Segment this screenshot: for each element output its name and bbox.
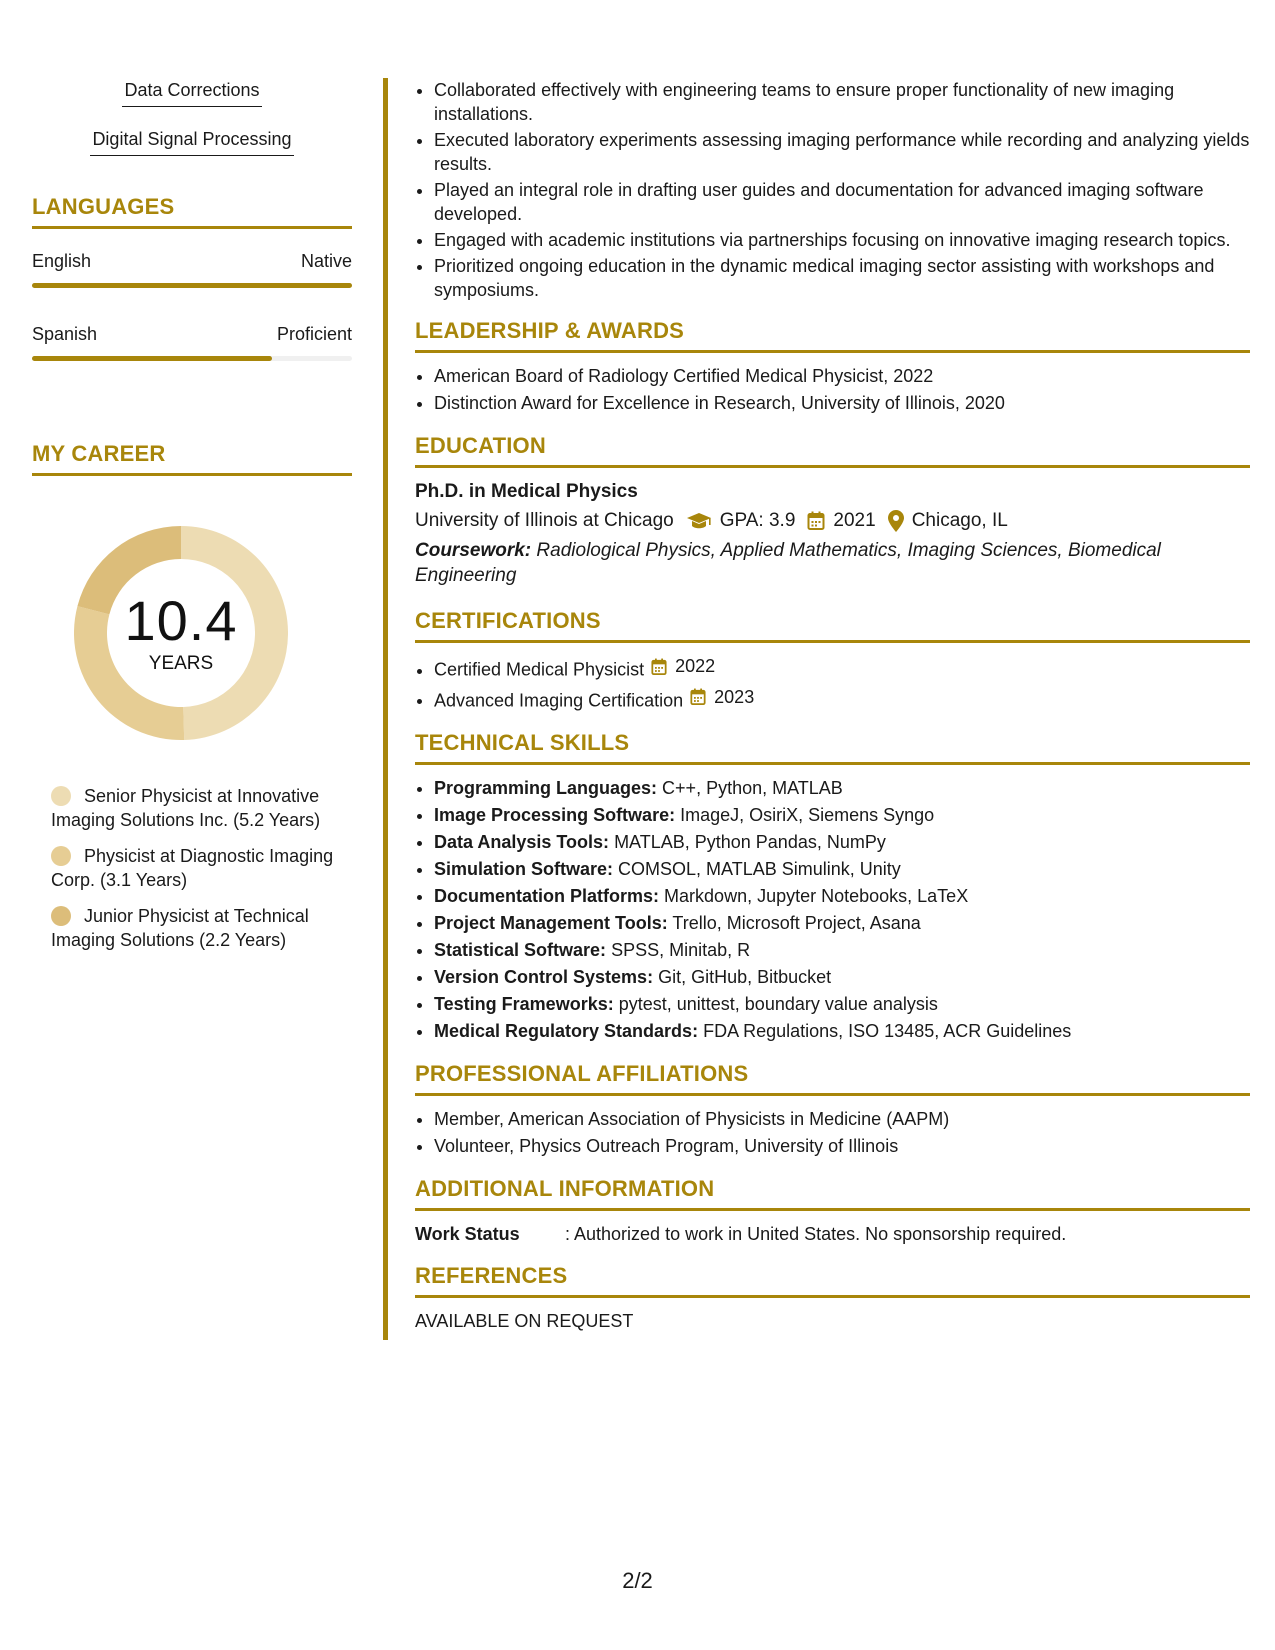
skill-label: Project Management Tools: xyxy=(434,913,668,933)
additional-info-row xyxy=(415,1221,1250,1247)
skill-label: Statistical Software: xyxy=(434,940,607,960)
languages-heading: LANGUAGES xyxy=(32,194,352,229)
skill-value: FDA Regulations, ISO 13485, ACR Guidelines xyxy=(703,1021,1072,1041)
leadership-item: • American Board of Radiology Certified Medical Physicist, 2022 xyxy=(434,363,1250,390)
skill-tags xyxy=(32,78,352,176)
education-location: Chicago, IL xyxy=(911,510,1008,531)
experience-bullets xyxy=(415,78,1250,302)
certification-year: 2022 xyxy=(675,656,716,676)
additional-info-value: : Authorized to work in United States. No sponsorship required. xyxy=(565,1224,1067,1244)
language-name: English xyxy=(32,251,92,271)
references-text: AVAILABLE ON REQUEST xyxy=(415,1311,634,1331)
skill-label: Image Processing Software: xyxy=(434,805,676,825)
page-number: 2/2 xyxy=(622,1568,653,1593)
skill-item xyxy=(434,1018,1250,1045)
education-details xyxy=(415,506,1250,536)
donut-center xyxy=(66,518,296,748)
certification-item xyxy=(434,684,1250,715)
language-bar xyxy=(32,356,352,361)
skill-item xyxy=(434,802,1250,829)
certification-year: 2023 xyxy=(714,686,755,707)
career-legend-item xyxy=(51,904,341,952)
additional-info-heading: ADDITIONAL INFORMATION xyxy=(415,1176,1250,1211)
language-bar-fill xyxy=(32,283,352,288)
affiliations-list xyxy=(415,1106,1250,1160)
experience-bullet: • Prioritized ongoing education in the dynamic medical imaging sector assisting with workshops and symposiums. xyxy=(434,254,1250,302)
certification-item xyxy=(434,653,1250,684)
career-donut-chart xyxy=(66,518,296,748)
additional-info-key: Work Status xyxy=(415,1224,520,1244)
coursework-label: Coursework: xyxy=(415,540,532,561)
skill-label: Data Analysis Tools: xyxy=(434,832,610,852)
certification-name: Advanced Imaging Certification xyxy=(434,690,684,710)
skill-label: Documentation Platforms: xyxy=(434,886,660,906)
experience-bullet: • Collaborated effectively with engineering teams to ensure proper functionality of new imaging installations. xyxy=(434,78,1250,126)
graduation-cap-icon xyxy=(686,512,712,530)
career-legend-item xyxy=(51,844,341,892)
certifications-list xyxy=(415,653,1250,714)
coursework-value: Radiological Physics, Applied Mathematics, Imaging Sciences, Biomedical Engineering xyxy=(415,540,1161,586)
location-pin-icon xyxy=(888,510,904,532)
skill-item xyxy=(434,937,1250,964)
experience-bullet: • Executed laboratory experiments assessing imaging performance while recording and analyzing yields results. xyxy=(434,128,1250,176)
certification-name: Certified Medical Physicist xyxy=(434,659,645,680)
experience-bullet: • Played an integral role in drafting user guides and documentation for advanced imaging software developed. xyxy=(434,178,1250,226)
references-heading: REFERENCES xyxy=(415,1263,1250,1298)
legend-dot-icon xyxy=(51,906,71,926)
education-degree: Ph.D. in Medical Physics xyxy=(415,481,638,502)
skill-tag: Digital Signal Processing xyxy=(90,127,293,156)
skill-item xyxy=(434,910,1250,937)
skill-label: Simulation Software: xyxy=(434,859,614,879)
language-name: Spanish xyxy=(32,324,98,344)
career-legend xyxy=(51,784,341,952)
skill-label: Testing Frameworks: xyxy=(434,994,614,1014)
career-total-unit: YEARS xyxy=(148,653,214,674)
affiliation-item: • Member, American Association of Physicists in Medicine (AAPM) xyxy=(434,1106,1250,1133)
left-column xyxy=(32,78,352,964)
skill-value: Trello, Microsoft Project, Asana xyxy=(672,913,921,933)
career-heading: MY CAREER xyxy=(32,441,352,476)
career-legend-item xyxy=(51,784,341,832)
affiliation-item: • Volunteer, Physics Outreach Program, University of Illinois xyxy=(434,1133,1250,1160)
education-gpa: GPA: 3.9 xyxy=(719,510,796,531)
skill-value: C++, Python, MATLAB xyxy=(662,778,843,798)
skill-item xyxy=(434,883,1250,910)
career-legend-label: Junior Physicist at Technical Imaging Solutions (2.2 Years) xyxy=(51,906,309,950)
skill-value: Markdown, Jupyter Notebooks, LaTeX xyxy=(664,886,969,906)
technical-skills-list xyxy=(415,775,1250,1045)
skill-item xyxy=(434,829,1250,856)
skill-label: Version Control Systems: xyxy=(434,967,654,987)
certifications-heading: CERTIFICATIONS xyxy=(415,608,1250,643)
language-bar-fill xyxy=(32,356,272,361)
leadership-list xyxy=(415,363,1250,417)
skill-item xyxy=(434,991,1250,1018)
language-level: Proficient xyxy=(276,324,352,344)
leadership-heading: LEADERSHIP & AWARDS xyxy=(415,318,1250,353)
legend-dot-icon xyxy=(51,846,71,866)
technical-skills-heading: TECHNICAL SKILLS xyxy=(415,730,1250,765)
affiliations-heading: PROFESSIONAL AFFILIATIONS xyxy=(415,1061,1250,1096)
leadership-item: • Distinction Award for Excellence in Research, University of Illinois, 2020 xyxy=(434,390,1250,417)
skill-value: Git, GitHub, Bitbucket xyxy=(658,967,832,987)
skill-label: Medical Regulatory Standards: xyxy=(434,1021,699,1041)
skill-label: Programming Languages: xyxy=(434,778,658,798)
skill-value: COMSOL, MATLAB Simulink, Unity xyxy=(618,859,901,879)
language-bar xyxy=(32,283,352,288)
legend-dot-icon xyxy=(51,786,71,806)
education-heading: EDUCATION xyxy=(415,433,1250,468)
skill-tag: Data Corrections xyxy=(122,78,261,107)
skill-item xyxy=(434,964,1250,991)
language-item xyxy=(32,322,352,361)
calendar-icon xyxy=(651,658,667,676)
education-coursework xyxy=(415,538,1250,588)
skill-value: pytest, unittest, boundary value analysis xyxy=(618,994,938,1014)
language-level: Native xyxy=(300,251,352,271)
skill-item xyxy=(434,775,1250,802)
career-legend-label: Physicist at Diagnostic Imaging Corp. (3.1 Years) xyxy=(51,846,334,890)
skill-value: SPSS, Minitab, R xyxy=(611,940,751,960)
education-year: 2021 xyxy=(833,510,876,531)
education-school: University of Illinois at Chicago xyxy=(415,510,674,531)
experience-bullet: • Engaged with academic institutions via partnerships focusing on innovative imaging research topics. xyxy=(434,228,1250,252)
skill-item xyxy=(434,856,1250,883)
calendar-icon xyxy=(807,511,825,531)
right-column xyxy=(415,78,1250,1334)
career-legend-label: Senior Physicist at Innovative Imaging Solutions Inc. (5.2 Years) xyxy=(51,786,321,830)
career-total-years: 10.4 xyxy=(124,589,238,652)
skill-value: ImageJ, OsiriX, Siemens Syngo xyxy=(680,805,935,825)
calendar-icon xyxy=(690,688,706,706)
skill-value: MATLAB, Python Pandas, NumPy xyxy=(614,832,886,852)
column-divider xyxy=(383,78,388,1340)
language-item xyxy=(32,249,352,288)
